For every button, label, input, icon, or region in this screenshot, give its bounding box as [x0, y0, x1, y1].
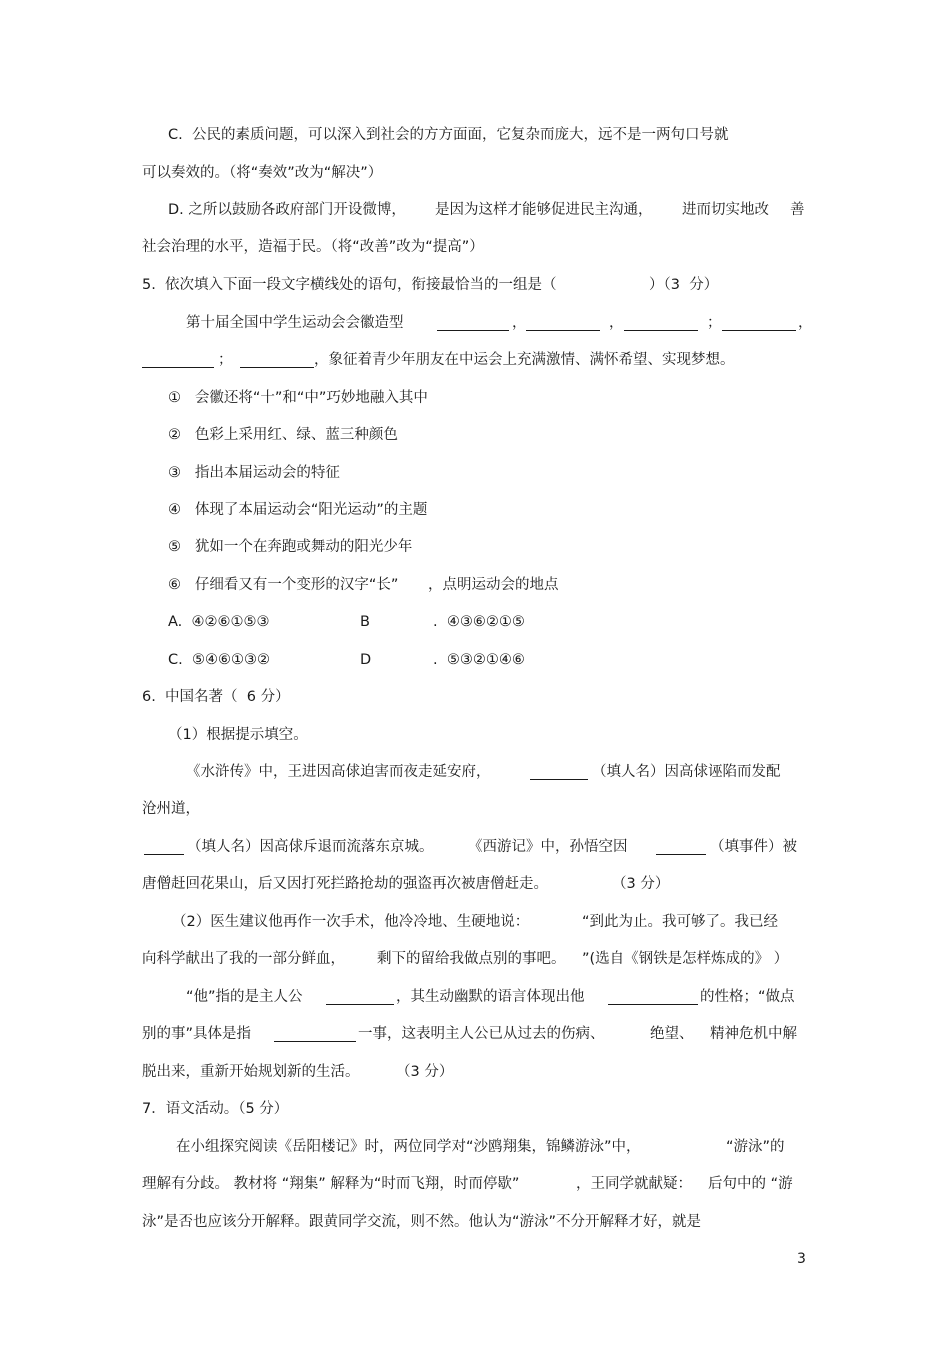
q7-stem: 7．语文活动。（5 分）: [142, 1101, 289, 1117]
q5-blank-6[interactable]: [240, 352, 314, 368]
page-number: 3: [797, 1251, 806, 1267]
q6-sub1: （1）根据提示填空。: [168, 727, 308, 743]
q5-item-2: ② 色彩上采用红、绿、蓝三种颜色: [168, 427, 398, 443]
q6-line2: 沧州道，: [142, 801, 200, 817]
q6-line7: “他”指的是主人公 ，其生动幽默的语言体现出他 的性格；“做点: [186, 989, 795, 1005]
q5-item-3: ③ 指出本届运动会的特征: [168, 465, 340, 481]
q6-line6: 向科学献出了我的一部分鲜血， 剩下的留给我做点别的事吧。 ”(选自《钢铁是怎样炼成的》 ）: [142, 951, 789, 967]
q4-option-d-line1: D. 之所以鼓励各政府部门开设微博， 是因为这样才能够促进民主沟通， 进而切实地改 善: [168, 202, 805, 218]
q5-item-1: ① 会徽还将“十”和“中”巧妙地融入其中: [168, 390, 428, 406]
q5-blank-1[interactable]: [437, 315, 509, 331]
q4-option-d-line2: 社会治理的水平，造福于民。（将“改善”改为“提高”）: [142, 239, 484, 255]
q6-blank-person-2[interactable]: [144, 839, 184, 855]
q5-item-4: ④ 体现了本届运动会“阳光运动”的主题: [168, 502, 428, 518]
q6-blank-person-1[interactable]: [530, 764, 588, 780]
q6-line9: 脱出来，重新开始规划新的生活。 （3 分）: [142, 1064, 454, 1080]
q6-line4: 唐僧赶回花果山，后又因打死拦路抢劫的强盗再次被唐僧赶走。 （3 分）: [142, 876, 670, 892]
q5-item-5: ⑤ 犹如一个在奔跑或舞动的阳光少年: [168, 539, 413, 555]
q5-options-ab: A. ④②⑥①⑤③ B . ④③⑥②①⑤: [168, 614, 525, 630]
q4-option-c-line2: 可以奏效的。（将“奏效”改为“解决”）: [142, 165, 383, 181]
q6-stem: 6. 中国名著（ 6 分）: [142, 689, 290, 705]
q6-line8: 别的事”具体是指 一事，这表明主人公已从过去的伤病、 绝望、 精神危机中解: [142, 1026, 797, 1042]
q6-line1: 《水浒传》中，王进因高俅迫害而夜走延安府， （填人名）因高俅诬陷而发配: [186, 764, 781, 780]
q5-passage-line1: 第十届全国中学生运动会会徽造型 ， ， ； ，: [186, 315, 813, 331]
q6-blank-event[interactable]: [656, 839, 706, 855]
q5-options-cd: C. ⑤④⑥①③② D . ⑤③②①④⑥: [168, 652, 525, 668]
q7-line2: 理解有分歧。 教材将 “翔集” 解释为“时而飞翔，时而停歇” ，王同学就献疑： 后句中的 “游: [142, 1176, 793, 1192]
q5-item-6: ⑥ 仔细看又有一个变形的汉字“长” ，点明运动会的地点: [168, 577, 559, 593]
q6-blank-event-2[interactable]: [274, 1026, 356, 1042]
q7-line1: 在小组探究阅读《岳阳楼记》时，两位同学对“沙鸥翔集，锦鳞游泳”中， “游泳”的: [176, 1139, 785, 1155]
q5-blank-5[interactable]: [142, 352, 214, 368]
q5-stem: 5. 依次填入下面一段文字横线处的语句，衔接最恰当的一组是（ ）（3 分）: [142, 277, 719, 293]
q6-line5: （2）医生建议他再作一次手术，他冷冷地、生硬地说： “到此为止。我可够了。我已经: [172, 914, 779, 930]
q7-line3: 泳”是否也应该分开解释。跟黄同学交流，则不然。他认为“游泳”不分开解释才好，就是: [142, 1214, 702, 1230]
q5-blank-2[interactable]: [526, 315, 600, 331]
q5-blank-3[interactable]: [624, 315, 698, 331]
q4-option-c-line1: C. 公民的素质问题，可以深入到社会的方方面面，它复杂而庞大，远不是一两句口号就: [168, 127, 729, 143]
q6-blank-protagonist[interactable]: [326, 989, 394, 1005]
q6-blank-character[interactable]: [608, 989, 698, 1005]
q5-blank-4[interactable]: [722, 315, 796, 331]
